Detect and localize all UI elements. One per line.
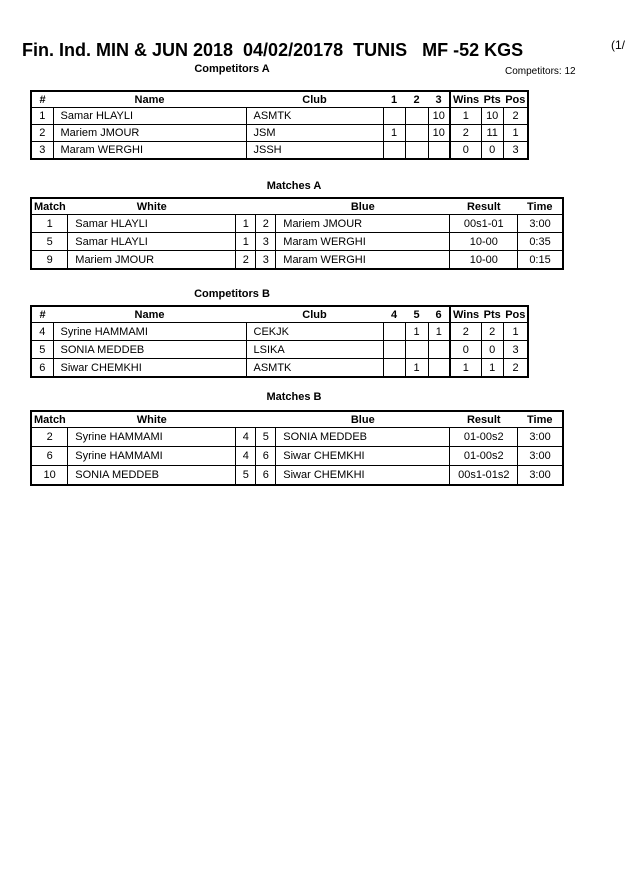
cell-time: 3:00 bbox=[518, 215, 563, 233]
column-header-result: Result bbox=[450, 411, 518, 428]
cell-wins: 2 bbox=[450, 323, 481, 341]
table-row bbox=[31, 428, 563, 447]
cell-num: 5 bbox=[31, 341, 53, 359]
column-header-time: Time bbox=[518, 198, 563, 215]
column-header-blue_num bbox=[256, 411, 276, 428]
cell-blue: Maram WERGHI bbox=[276, 251, 450, 270]
cell-result: 10-00 bbox=[450, 251, 518, 270]
cell-white_num: 5 bbox=[236, 466, 256, 486]
column-header-white_num bbox=[236, 411, 256, 428]
cell-wins: 2 bbox=[450, 125, 481, 142]
cell-r5 bbox=[405, 341, 428, 359]
cell-r1 bbox=[383, 142, 405, 160]
cell-name: Syrine HAMMAMI bbox=[53, 323, 246, 341]
header-row bbox=[31, 198, 563, 215]
column-header-pos: Pos bbox=[503, 306, 528, 323]
cell-result: 10-00 bbox=[450, 233, 518, 251]
cell-club: LSIKA bbox=[246, 341, 383, 359]
cell-r2 bbox=[405, 125, 428, 142]
cell-time: 3:00 bbox=[518, 428, 563, 447]
cell-white: Syrine HAMMAMI bbox=[68, 428, 236, 447]
cell-pts: 11 bbox=[481, 125, 503, 142]
cell-time: 3:00 bbox=[518, 466, 563, 486]
section-heading-competitors-a: Competitors A bbox=[194, 63, 270, 75]
column-header-match: Match bbox=[31, 198, 68, 215]
column-header-r6: 6 bbox=[428, 306, 450, 323]
table-row bbox=[31, 215, 563, 233]
cell-result: 00s1-01s2 bbox=[450, 466, 518, 486]
cell-r2 bbox=[405, 142, 428, 160]
section-heading-matches-b: Matches B bbox=[266, 391, 322, 403]
table-row bbox=[31, 323, 528, 341]
cell-white: Mariem JMOUR bbox=[68, 251, 236, 270]
cell-pos: 2 bbox=[503, 359, 528, 378]
cell-pos: 2 bbox=[503, 108, 528, 125]
cell-r4 bbox=[383, 323, 405, 341]
cell-blue: Mariem JMOUR bbox=[276, 215, 450, 233]
cell-wins: 1 bbox=[450, 108, 481, 125]
cell-result: 01-00s2 bbox=[450, 428, 518, 447]
cell-club: CEKJK bbox=[246, 323, 383, 341]
cell-name: Siwar CHEMKHI bbox=[53, 359, 246, 378]
cell-blue_num: 5 bbox=[256, 428, 276, 447]
cell-r1 bbox=[383, 108, 405, 125]
column-header-wins: Wins bbox=[450, 91, 481, 108]
cell-r6: 1 bbox=[428, 323, 450, 341]
column-header-match: Match bbox=[31, 411, 68, 428]
cell-wins: 0 bbox=[450, 341, 481, 359]
column-header-wins: Wins bbox=[450, 306, 481, 323]
cell-match: 5 bbox=[31, 233, 68, 251]
cell-r6 bbox=[428, 341, 450, 359]
column-header-num: # bbox=[31, 91, 53, 108]
cell-blue: SONIA MEDDEB bbox=[276, 428, 450, 447]
cell-match: 6 bbox=[31, 447, 68, 466]
column-header-r4: 4 bbox=[383, 306, 405, 323]
cell-r4 bbox=[383, 341, 405, 359]
table-row bbox=[31, 359, 528, 378]
matches-b-table bbox=[30, 410, 564, 486]
cell-match: 1 bbox=[31, 215, 68, 233]
column-header-result: Result bbox=[450, 198, 518, 215]
cell-club: JSSH bbox=[246, 142, 383, 160]
cell-white: SONIA MEDDEB bbox=[68, 466, 236, 486]
cell-num: 1 bbox=[31, 108, 53, 125]
table-row bbox=[31, 233, 563, 251]
cell-pos: 3 bbox=[503, 341, 528, 359]
cell-r6 bbox=[428, 359, 450, 378]
column-header-r5: 5 bbox=[405, 306, 428, 323]
cell-blue_num: 6 bbox=[256, 466, 276, 486]
cell-blue_num: 3 bbox=[256, 233, 276, 251]
cell-pts: 1 bbox=[481, 359, 503, 378]
competitors-a-table bbox=[30, 90, 529, 160]
table-row bbox=[31, 251, 563, 270]
header-row bbox=[31, 411, 563, 428]
cell-pts: 0 bbox=[481, 142, 503, 160]
cell-pos: 3 bbox=[503, 142, 528, 160]
header-row bbox=[31, 306, 528, 323]
table-row bbox=[31, 341, 528, 359]
column-header-blue: Blue bbox=[276, 411, 450, 428]
column-header-club: Club bbox=[246, 91, 383, 108]
cell-num: 6 bbox=[31, 359, 53, 378]
column-header-r1: 1 bbox=[383, 91, 405, 108]
cell-r4 bbox=[383, 359, 405, 378]
column-header-blue_num bbox=[256, 198, 276, 215]
table-row bbox=[31, 447, 563, 466]
cell-white_num: 1 bbox=[236, 233, 256, 251]
cell-num: 2 bbox=[31, 125, 53, 142]
cell-r3 bbox=[428, 142, 450, 160]
cell-match: 2 bbox=[31, 428, 68, 447]
header-row bbox=[31, 91, 528, 108]
cell-blue: Siwar CHEMKHI bbox=[276, 447, 450, 466]
cell-r3: 10 bbox=[428, 125, 450, 142]
table-row bbox=[31, 466, 563, 486]
cell-white_num: 1 bbox=[236, 215, 256, 233]
cell-result: 00s1-01 bbox=[450, 215, 518, 233]
cell-pos: 1 bbox=[503, 323, 528, 341]
cell-club: ASMTK bbox=[246, 359, 383, 378]
cell-blue_num: 6 bbox=[256, 447, 276, 466]
cell-pts: 10 bbox=[481, 108, 503, 125]
cell-white_num: 2 bbox=[236, 251, 256, 270]
column-header-white: White bbox=[68, 411, 236, 428]
cell-name: Mariem JMOUR bbox=[53, 125, 246, 142]
page-indicator: (1/ bbox=[611, 38, 626, 52]
cell-r5: 1 bbox=[405, 359, 428, 378]
cell-time: 0:35 bbox=[518, 233, 563, 251]
cell-name: Maram WERGHI bbox=[53, 142, 246, 160]
cell-num: 3 bbox=[31, 142, 53, 160]
cell-pts: 0 bbox=[481, 341, 503, 359]
column-header-num: # bbox=[31, 306, 53, 323]
cell-r5: 1 bbox=[405, 323, 428, 341]
cell-result: 01-00s2 bbox=[450, 447, 518, 466]
column-header-r2: 2 bbox=[405, 91, 428, 108]
cell-pts: 2 bbox=[481, 323, 503, 341]
table-row bbox=[31, 142, 528, 160]
cell-white: Samar HLAYLI bbox=[68, 215, 236, 233]
column-header-blue: Blue bbox=[276, 198, 450, 215]
column-header-pos: Pos bbox=[503, 91, 528, 108]
column-header-time: Time bbox=[518, 411, 563, 428]
cell-white_num: 4 bbox=[236, 428, 256, 447]
section-heading-matches-a: Matches A bbox=[266, 180, 322, 192]
cell-blue_num: 3 bbox=[256, 251, 276, 270]
cell-blue_num: 2 bbox=[256, 215, 276, 233]
cell-name: Samar HLAYLI bbox=[53, 108, 246, 125]
column-header-white_num bbox=[236, 198, 256, 215]
column-header-pts: Pts bbox=[481, 91, 503, 108]
page-title: Fin. Ind. MIN & JUN 2018 04/02/20178 TUNIS MF -52 KGS bbox=[22, 40, 524, 60]
column-header-name: Name bbox=[53, 91, 246, 108]
cell-time: 0:15 bbox=[518, 251, 563, 270]
cell-name: SONIA MEDDEB bbox=[53, 341, 246, 359]
cell-club: ASMTK bbox=[246, 108, 383, 125]
cell-pos: 1 bbox=[503, 125, 528, 142]
cell-blue: Siwar CHEMKHI bbox=[276, 466, 450, 486]
cell-blue: Maram WERGHI bbox=[276, 233, 450, 251]
competitors-b-table bbox=[30, 305, 529, 378]
column-header-r3: 3 bbox=[428, 91, 450, 108]
column-header-white: White bbox=[68, 198, 236, 215]
column-header-club: Club bbox=[246, 306, 383, 323]
table-row bbox=[31, 125, 528, 142]
competitors-total-label: Competitors: 12 bbox=[505, 66, 576, 77]
cell-white_num: 4 bbox=[236, 447, 256, 466]
cell-wins: 0 bbox=[450, 142, 481, 160]
cell-white: Syrine HAMMAMI bbox=[68, 447, 236, 466]
cell-r3: 10 bbox=[428, 108, 450, 125]
cell-white: Samar HLAYLI bbox=[68, 233, 236, 251]
cell-match: 10 bbox=[31, 466, 68, 486]
cell-club: JSM bbox=[246, 125, 383, 142]
cell-r2 bbox=[405, 108, 428, 125]
table-row bbox=[31, 108, 528, 125]
column-header-name: Name bbox=[53, 306, 246, 323]
section-heading-competitors-b: Competitors B bbox=[194, 288, 270, 300]
cell-time: 3:00 bbox=[518, 447, 563, 466]
matches-a-table bbox=[30, 197, 564, 270]
cell-r1: 1 bbox=[383, 125, 405, 142]
cell-num: 4 bbox=[31, 323, 53, 341]
cell-match: 9 bbox=[31, 251, 68, 270]
cell-wins: 1 bbox=[450, 359, 481, 378]
column-header-pts: Pts bbox=[481, 306, 503, 323]
